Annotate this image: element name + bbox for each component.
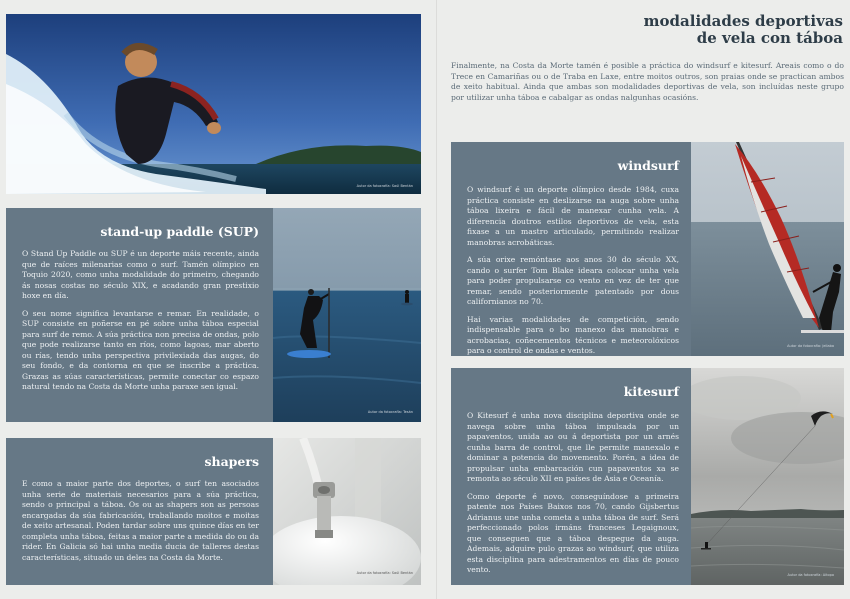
- shapers-panel: [6, 438, 273, 585]
- sup-paragraph-2: O seu nome significa levantarse e remar. En realidade, o SUP consiste en poñerse en pé sobre unha táboa especial para surf de remo. A súa práctica non precisa de ondas, polo que pode realizarse tanto en ríos, como lagoas, mar aberto ou rías, tendo unha perspectiva privilexiada das augas, do seu fondo, e da contorna en que se inscribe a práctica. Grazas as súas características, permite conectar co espazo natural tendo na Costa da Morte unha paraxe sen igual.: [22, 308, 259, 391]
- photo-credit: Autor da fotoxrafía: Jellaba: [787, 344, 834, 348]
- windsurf-photo: [691, 142, 844, 356]
- page-title-line-1: modalidades deportivas: [643, 12, 843, 30]
- photo-credit: Autor da fotoxrafía: Tesán: [367, 410, 413, 414]
- sup-title: stand-up paddle (SUP): [100, 224, 259, 239]
- shapers-paragraph-1: E como a maior parte dos deportes, o surf ten asociados unha serie de materiais necesarios para a súa práctica, sendo o principal a táboa. Os ou as shapers son as persoas encargadas da súa fabricación, traballando moitos e moitas de xeito artesanal. Poden tardar sobre uns quince días en ter completa unha táboa, feitas a maior parte a medida do ou da rider. En Galicia só hai unha media ducia de talleres destas características, situado un deles na Costa da Morte.: [22, 479, 259, 562]
- windsurf-panel: [451, 142, 691, 356]
- sup-paragraph-1: O Stand Up Paddle ou SUP é un deporte máis recente, ainda que de raíces milenarias como o surf. Tamén olímpico en Toquio 2020, como unha modalidade do primeiro, chegando ás nosas costas no século XIX, e acadando gran prestixio hoxe en día.: [22, 249, 259, 300]
- kitesurf-paragraph-2: Como deporte é novo, conseguíndose a primeira patente nos Países Baixos nos 70, cando Gijsbertus Adrianus une unha cometa a unha táboa de surf. Será perfeccionado polos irmáns franceses Legaignoux, que conseguen que a táboa despegue da auga. Ademais, adquire pulo grazas ao windsurf, que utiliza esta disciplina para adestramentos en días de pouco vento.: [467, 491, 679, 574]
- photo-credit: Autor da fotoxrafía: Saúl Bentán: [356, 571, 413, 575]
- page-title: [520, 13, 843, 47]
- shapers-title: shapers: [204, 454, 259, 469]
- page-title-line-2: de vela con táboa: [696, 29, 843, 47]
- surfer-photo: [6, 14, 421, 194]
- kitesurf-panel: [451, 368, 691, 585]
- sup-panel: [6, 208, 273, 422]
- intro-text: Finalmente, na Costa da Morte tamén é posible a práctica do windsurf e kitesurf. Areais como o do Trece en Camariñas ou o de Traba en Laxe, entre moitos outros, son praias onde se practican ambos de xeito habitual. Ainda que ambas son modalidades deportivas de vela, son incluídas neste grupo por utilizar unha táboa e cabalgar as ondas nalgunhas ocasións.: [451, 61, 844, 102]
- windsurf-paragraph-1: O windsurf é un deporte olímpico desde 1984, cuxa práctica consiste en deslizarse na auga sobre unha táboa lixeira e fácil de manexar cunha vela. A diferencia doutros estilos deportivos de vela, esta fixase a un mastro articulado, permitindo realizar manobras acrobáticas.: [467, 185, 679, 247]
- kitesurf-title: kitesurf: [623, 384, 679, 399]
- windsurf-title: windsurf: [617, 158, 679, 173]
- kitesurf-paragraph-1: O Kitesurf é unha nova disciplina deportiva onde se navega sobre unha táboa impulsada por un papaventos, unida ao ou á deportista por un arnés cunha barra de control, que lle permite manexalo e dominar a potencia do movemento. Porén, a idea de propulsar unha embarcación cun papaventos xa se remonta ao século XII en países de Asia e Oceanía.: [467, 411, 679, 483]
- page-fold: [436, 0, 437, 599]
- photo-credit: Autor da fotoxrafía: Saúl Bentán: [356, 184, 413, 188]
- sup-photo: [273, 208, 421, 422]
- shapers-photo: [273, 438, 421, 585]
- photo-credit: Autor da fotoxrafía: Aitopo: [787, 573, 834, 577]
- windsurf-paragraph-2: A súa orixe remóntase aos anos 30 do século XX, cando o surfer Tom Blake ideara colocar unha vela para poder propulsarse co vento en vez de ter que remar, sendo posteriormente patentado por dous californianos no 70.: [467, 255, 679, 306]
- kitesurf-photo: [691, 368, 844, 585]
- windsurf-paragraph-3: Hai varias modalidades de competición, sendo indispensable para o bo manexo das manobras e acrobacias, coñecementos técnicos e meteorolóxicos para o control de ondas e ventos.: [467, 314, 679, 355]
